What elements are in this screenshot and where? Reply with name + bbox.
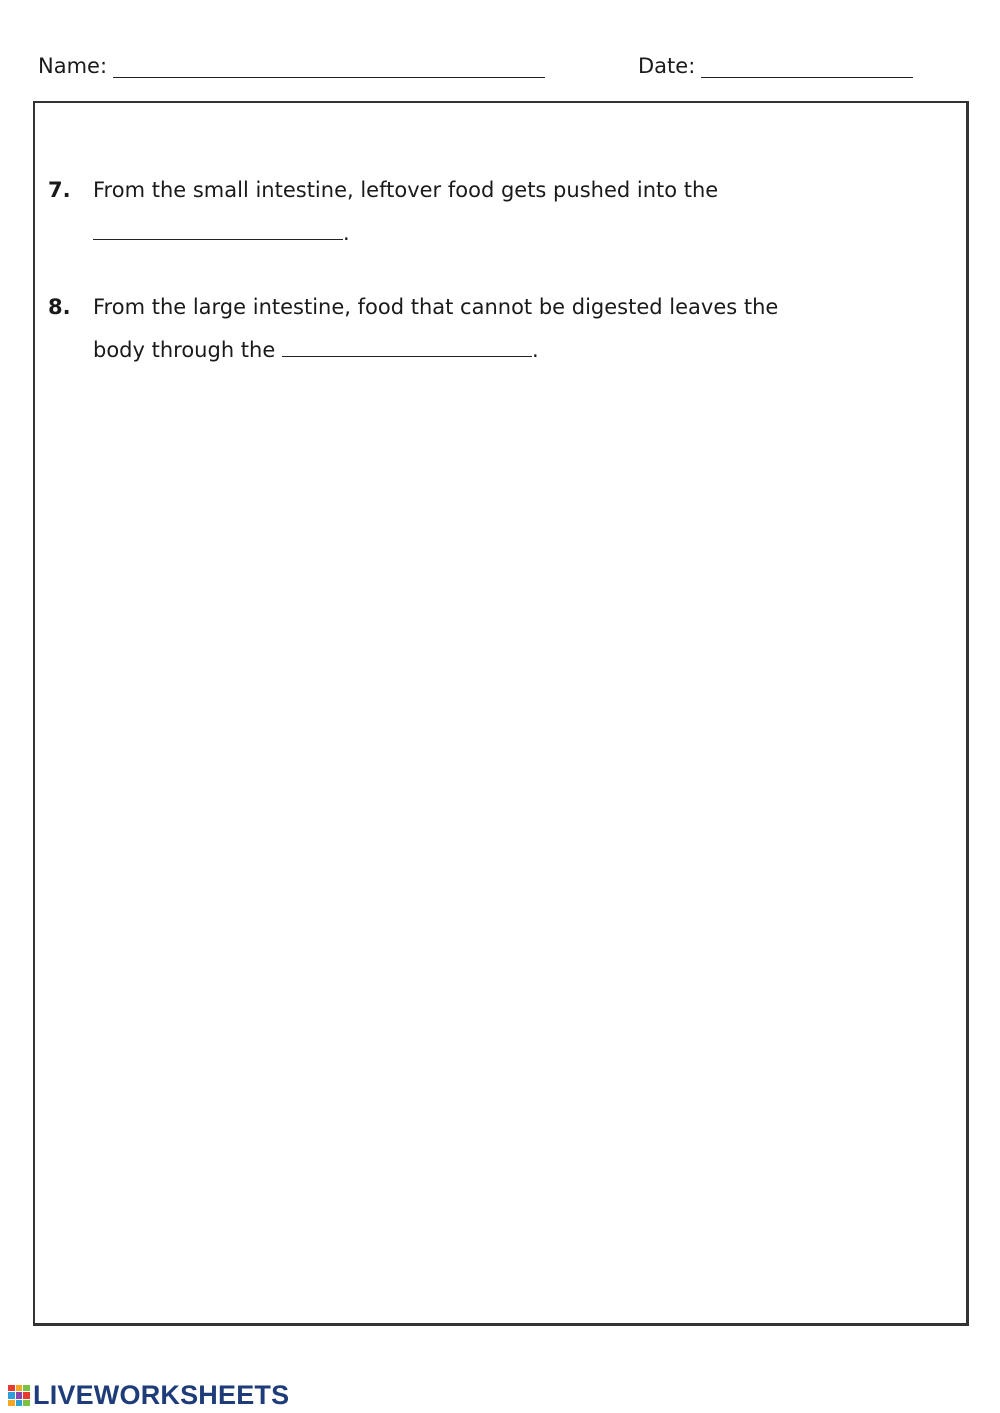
logo-text: LIVEWORKSHEETS [33,1380,290,1410]
logo-square [8,1400,15,1407]
liveworksheets-logo[interactable] [8,1380,289,1411]
worksheet-frame [33,101,969,1326]
answer-blank[interactable] [282,332,532,357]
question-line-1: From the large intestine, food that cannot be digested leaves the [93,295,779,319]
question-number: 7. [48,178,71,202]
question-line-2 [93,212,913,255]
logo-square [16,1400,23,1407]
logo-square [16,1392,23,1399]
logo-square [8,1385,15,1392]
logo-square [23,1392,30,1399]
question-text [93,286,913,372]
logo-square [23,1385,30,1392]
question-line-1: From the small intestine, leftover food gets pushed into the [93,178,719,202]
question-text [93,169,913,255]
date-label: Date: [638,54,696,78]
logo-square [16,1385,23,1392]
name-field-row [38,54,545,78]
logo-grid-icon [8,1385,30,1407]
question-line-2 [93,329,913,372]
name-input-line[interactable] [113,57,545,78]
line-suffix: . [343,221,350,245]
logo-square [23,1400,30,1407]
date-input-line[interactable] [701,57,913,78]
logo-square [8,1392,15,1399]
line-prefix: body through the [93,338,282,362]
answer-blank[interactable] [93,215,343,240]
question-number: 8. [48,295,71,319]
line-suffix: . [531,338,539,362]
date-field-row [638,54,913,78]
name-label: Name: [38,54,108,78]
